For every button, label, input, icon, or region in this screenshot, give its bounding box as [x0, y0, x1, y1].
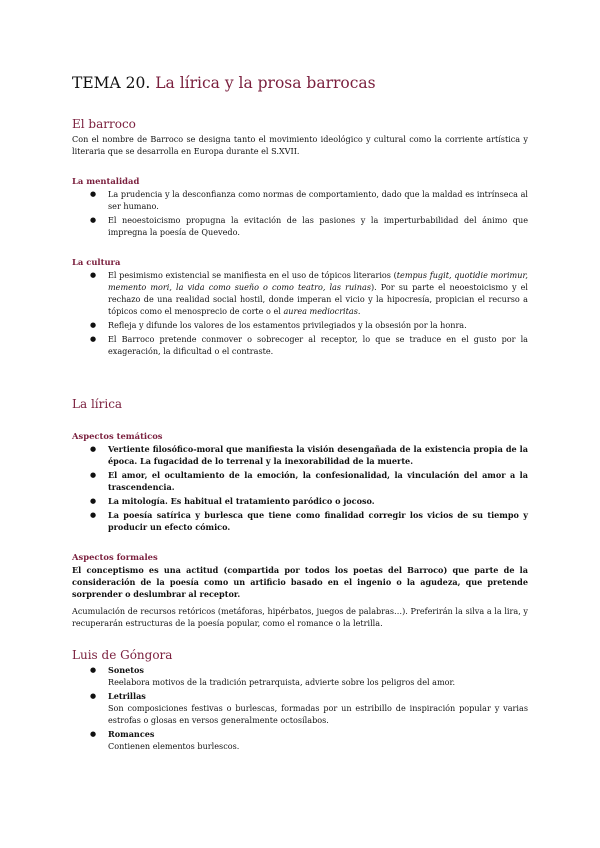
list-item-text: El amor, el ocultamiento de la emoción, la confesionalidad, la vinculación del amor a la trascendencia.: [108, 470, 528, 492]
formales-recursos: Acumulación de recursos retóricos (metáforas, hipérbatos, juegos de palabras…). Preferirán la silva a la lira, y recuperarán estructuras de la poesía popular, como el romance o la letrilla.: [72, 606, 528, 628]
list-item: [72, 333, 528, 357]
aurea-text: aurea mediocritas: [283, 306, 358, 316]
list-item-text: La poesía satírica y burlesca que tiene como finalidad corregir los vicios de su tiempo y producir un efecto cómico.: [108, 510, 528, 532]
mentalidad-list: [72, 188, 528, 240]
bullet-icon: ●: [90, 190, 97, 198]
list-item: [72, 664, 528, 688]
list-item: [72, 319, 528, 331]
bullet-icon: ●: [90, 216, 97, 224]
barroco-intro: Con el nombre de Barroco se designa tanto el movimiento ideológico y cultural como la corriente artística y literaria que se desarrolla en Europa durante el S.XVII.: [72, 134, 528, 156]
bullet-icon: ●: [90, 666, 97, 674]
page-title: [72, 74, 376, 92]
section-heading-lirica: La lírica: [72, 397, 123, 411]
list-item: [72, 443, 528, 467]
section-heading-gongora: Luis de Góngora: [72, 648, 173, 662]
subheading-mentalidad: La mentalidad: [72, 176, 140, 186]
list-item-label: Sonetos: [108, 665, 144, 675]
list-item-text: La mitología. Es habitual el tratamiento paródico o jocoso.: [108, 496, 375, 506]
bullet-icon: ●: [90, 692, 97, 700]
subheading-cultura: La cultura: [72, 257, 121, 267]
bullet-icon: ●: [90, 510, 97, 519]
list-item-label: Romances: [108, 729, 155, 739]
list-item-text: El pesimismo existencial se manifiesta en el uso de tópicos literarios (: [108, 270, 397, 280]
list-item-text: .: [357, 306, 361, 316]
list-item: [72, 269, 528, 317]
list-item: [72, 728, 528, 752]
list-item-text: La prudencia y la desconfianza como normas de comportamiento, dado que la maldad es intrínseca al ser humano.: [108, 189, 528, 211]
bullet-icon: ●: [90, 496, 97, 505]
cultura-list: [72, 269, 528, 359]
list-item: [72, 509, 528, 533]
subheading-formales: Aspectos formales: [72, 552, 158, 562]
section-heading-barroco: El barroco: [72, 117, 136, 131]
bullet-icon: ●: [90, 335, 97, 343]
gongora-list: [72, 664, 528, 754]
list-item: [72, 495, 528, 507]
list-item-text: El Barroco pretende conmover o sobrecoger al receptor, lo que se traduce en el gusto por la exageración, la dificultad o el contraste.: [108, 334, 528, 356]
subheading-tematicos: Aspectos temáticos: [72, 431, 163, 441]
list-item-label: Letrillas: [108, 691, 146, 701]
formales-conceptismo: El conceptismo es una actitud (compartida por todos los poetas del Barroco) que parte de la consideración de la poesía como un artificio basado en el ingenio o la agudeza, que pretende sorprender o deslumbrar al receptor.: [72, 565, 528, 599]
tematicos-list: [72, 443, 528, 535]
list-item-text: El neoestoicismo propugna la evitación de las pasiones y la imperturbabilidad del ánimo que impregna la poesía de Quevedo.: [108, 215, 528, 237]
list-item: [72, 690, 528, 726]
list-item: [72, 469, 528, 493]
list-item-text: Contienen elementos burlescos.: [108, 741, 240, 751]
list-item-text: Son composiciones festivas o burlescas, formadas por un estribillo de inspiración popular y varias estrofas o glosas en versos generalmente octosílabos.: [108, 703, 528, 725]
bullet-icon: ●: [90, 470, 97, 479]
title-prefix: TEMA 20.: [72, 74, 151, 92]
bullet-icon: ●: [90, 444, 97, 453]
list-item-text: Refleja y difunde los valores de los estamentos privilegiados y la obsesión por la honra.: [108, 320, 467, 330]
title-main: La lírica y la prosa barrocas: [155, 74, 376, 92]
bullet-icon: ●: [90, 271, 97, 279]
list-item-text: Reelabora motivos de la tradición petrarquista, advierte sobre los peligros del amor.: [108, 677, 456, 687]
bullet-icon: ●: [90, 730, 97, 738]
topicos-text: tempus fugit, quotidie morimur, memento mori, la vida como sueño o como teatro, las ruinas: [108, 270, 528, 292]
list-item: [72, 214, 528, 238]
bullet-icon: ●: [90, 321, 97, 329]
list-item-text: ). Por su parte el neoestoicismo y el rechazo de una realidad social hostil, donde imperan el vicio y la hipocresía, propician el recurso a tópicos como el menosprecio de corte o el: [108, 282, 528, 316]
list-item-text: Vertiente filosófico-moral que manifiesta la visión desengañada de la existencia propia de la época. La fugacidad de lo terrenal y la inexorabilidad de la muerte.: [108, 444, 528, 466]
list-item: [72, 188, 528, 212]
